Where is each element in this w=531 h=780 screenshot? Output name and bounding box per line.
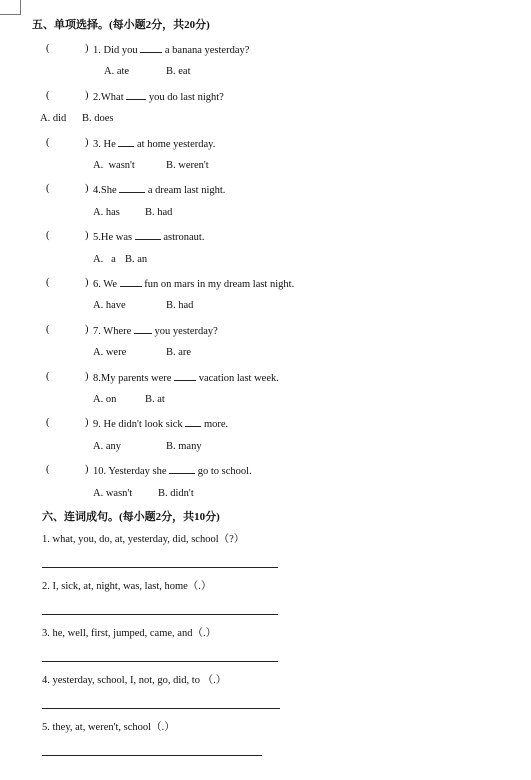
question-text-post: astronaut. [160, 232, 205, 243]
option-a: A. wasn't [93, 160, 135, 171]
answer-paren-right: ) [85, 230, 89, 241]
option-b: B. eat [166, 66, 191, 77]
answer-paren-left: ( [46, 230, 50, 241]
answer-paren-left: ( [46, 183, 50, 194]
question-text-post: a dream last night. [145, 185, 226, 196]
fill-blank[interactable] [174, 370, 196, 381]
question-text-pre: 10. Yesterday she [93, 466, 170, 477]
option-a: A. were [93, 347, 127, 358]
answer-paren-right: ) [85, 324, 89, 335]
question-9 [93, 416, 228, 432]
question-text-post: you yesterday? [151, 326, 218, 337]
fill-blank[interactable] [118, 136, 134, 147]
page-corner-mark [0, 0, 21, 15]
question-text-pre: 3. He [93, 139, 119, 150]
answer-paren-right: ) [85, 90, 89, 101]
option-a: A. wasn't [93, 488, 133, 499]
option-b: B. are [166, 347, 192, 358]
question-text-pre: 4.She [93, 185, 120, 196]
answer-paren-right: ) [85, 464, 89, 475]
fill-blank[interactable] [135, 229, 161, 240]
question-text-post: a banana yesterday? [162, 45, 250, 56]
option-b: B. didn't [158, 488, 194, 499]
answer-line-2[interactable] [42, 614, 278, 615]
question-text-pre: 7. Where [93, 326, 134, 337]
answer-paren-right: ) [85, 371, 89, 382]
question-8 [93, 370, 279, 386]
question-text-pre: 5.He was [93, 232, 135, 243]
option-a: A. has [93, 207, 120, 218]
option-a: A. have [93, 300, 126, 311]
answer-line-3[interactable] [42, 661, 278, 662]
reorder-item-2: 2. I, sick, at, night, was, last, home（.） [42, 581, 212, 592]
answer-paren-left: ( [46, 90, 50, 101]
option-b: B. an [125, 254, 148, 265]
question-text-post: you do last night? [146, 92, 224, 103]
question-2 [93, 89, 224, 105]
fill-blank[interactable] [185, 416, 201, 427]
question-4 [93, 182, 225, 198]
section-6-heading: 六、连词成句。(每小题2分，共10分) [42, 511, 220, 523]
answer-paren-left: ( [46, 371, 50, 382]
answer-paren-left: ( [46, 324, 50, 335]
reorder-item-5: 5. they, at, weren't, school（.） [42, 722, 175, 733]
answer-paren-left: ( [46, 417, 50, 428]
answer-line-5[interactable] [42, 755, 262, 756]
answer-paren-left: ( [46, 277, 50, 288]
question-text-post: at home yesterday. [134, 139, 216, 150]
question-1 [93, 42, 249, 58]
reorder-item-3: 3. he, well, first, jumped, came, and（.） [42, 628, 217, 639]
question-text-pre: 9. He didn't look sick [93, 419, 186, 430]
question-text-post: vacation last week. [196, 373, 279, 384]
answer-paren-left: ( [46, 43, 50, 54]
question-text-pre: 1. Did you [93, 45, 141, 56]
fill-blank[interactable] [169, 463, 195, 474]
option-a: A. did [40, 113, 67, 124]
option-b: B. weren't [166, 160, 209, 171]
answer-paren-right: ) [85, 137, 89, 148]
answer-paren-right: ) [85, 417, 89, 428]
fill-blank[interactable] [126, 89, 146, 100]
option-a: A. ate [104, 66, 130, 77]
question-text-post: fun on mars in my dream last night. [141, 279, 295, 290]
question-text-post: go to school. [195, 466, 252, 477]
answer-paren-left: ( [46, 464, 50, 475]
option-b: B. many [166, 441, 202, 452]
fill-blank[interactable] [119, 182, 145, 193]
question-7 [93, 323, 218, 339]
answer-line-1[interactable] [42, 567, 278, 568]
option-a: A. any [93, 441, 121, 452]
question-5 [93, 229, 204, 245]
question-6 [93, 276, 294, 292]
option-b: B. at [145, 394, 165, 405]
answer-line-4[interactable] [42, 708, 280, 709]
answer-paren-left: ( [46, 137, 50, 148]
option-b: B. does [82, 113, 114, 124]
option-a: A. on [93, 394, 117, 405]
question-text-pre: 8.My parents were [93, 373, 175, 384]
fill-blank[interactable] [134, 323, 152, 334]
option-a: A. a [93, 254, 116, 265]
question-text-pre: 6. We [93, 279, 120, 290]
option-b: B. had [166, 300, 194, 311]
answer-paren-right: ) [85, 277, 89, 288]
reorder-item-4: 4. yesterday, school, I, not, go, did, to （.） [42, 675, 227, 686]
question-3 [93, 136, 215, 152]
reorder-item-1: 1. what, you, do, at, yesterday, did, school（?） [42, 534, 245, 545]
section-5-heading: 五、单项选择。(每小题2分，共20分) [32, 19, 210, 31]
fill-blank[interactable] [120, 276, 142, 287]
answer-paren-right: ) [85, 183, 89, 194]
question-text-post: more. [201, 419, 229, 430]
fill-blank[interactable] [140, 42, 162, 53]
option-b: B. had [145, 207, 173, 218]
question-text-pre: 2.What [93, 92, 127, 103]
answer-paren-right: ) [85, 43, 89, 54]
question-10 [93, 463, 252, 479]
